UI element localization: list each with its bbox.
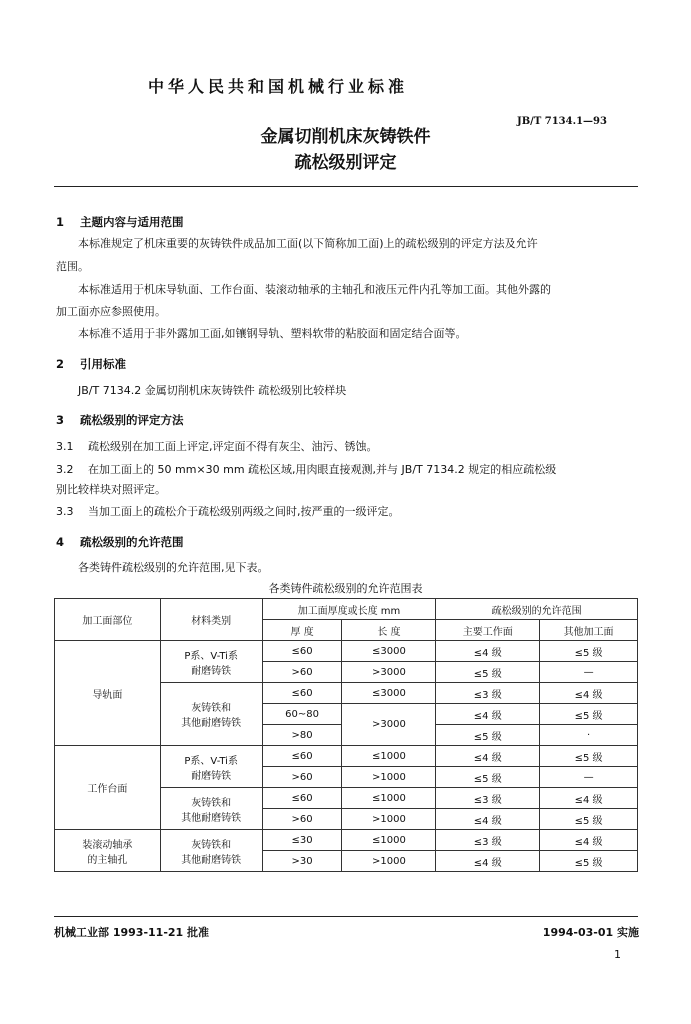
material-line: 灰铸铁和 [191,839,232,851]
header-cell: 长 度 [342,620,436,641]
table-cell: ≤3000 [342,683,436,704]
header-cell: 厚 度 [262,620,342,641]
material-line: P系、V-Ti系 [184,650,238,662]
material-line: 灰铸铁和 [191,797,232,809]
table-cell: · [540,725,638,746]
table-cell: ≤4 级 [436,746,540,767]
table-cell: ≤60 [262,788,342,809]
material-cell [160,788,262,830]
table-intro: 各类铸件疏松级别的允许范围,见下表。 [78,561,269,574]
section-number: 3 [56,413,65,427]
document-title-line1: 金属切削机床灰铸铁件 [260,127,431,147]
table-cell: ≤4 级 [436,641,540,662]
material-line: 耐磨铸铁 [191,770,232,782]
table-caption: 各类铸件疏松级别的允许范围表 [268,582,423,595]
table-cell: ≤5 级 [540,851,638,872]
table-cell: >30 [262,851,342,872]
table-cell: >80 [262,725,342,746]
table-cell: ≤60 [262,683,342,704]
clause-text: 在加工面上的 50 mm×30 mm 疏松区域,用肉眼直接观测,并与 JB/T 7134.2 规定的相应疏松级 [88,463,557,476]
table-cell: ≤1000 [342,788,436,809]
section-4-heading [56,534,184,550]
material-line: 灰铸铁和 [191,703,232,714]
table-cell: ≤3000 [342,641,436,662]
table-cell: >3000 [342,662,436,683]
table-cell: ≤1000 [342,746,436,767]
section-number: 2 [56,357,65,371]
table-cell: >3000 [342,704,436,746]
section-number: 4 [56,535,65,549]
page-number: 1 [614,948,621,961]
row-group-label [55,830,161,872]
table-cell: ≤5 级 [540,746,638,767]
footer-divider [54,916,638,917]
material-cell [160,746,262,788]
material-line: 其他耐磨铸铁 [181,854,242,866]
table-cell: 60~80 [262,704,342,725]
section-title: 主题内容与适用范围 [80,215,184,229]
section-number: 1 [56,215,65,229]
material-cell [160,683,262,746]
paragraph-continued: 加工面亦应参照使用。 [56,305,166,318]
table-cell: — [540,662,638,683]
group-line: 装滚动轴承 [82,839,133,851]
row-group-label: 工作台面 [55,746,161,830]
row-group-label: 导轨面 [55,641,161,746]
issuing-organization: 中华人民共和国机械行业标准 [148,77,409,96]
header-divider [54,186,638,187]
material-cell [160,830,262,872]
approval-note: 机械工业部 1993-11-21 批准 [54,926,210,939]
table-cell: >1000 [342,851,436,872]
header-cell: 主要工作面 [436,620,540,641]
table-cell: >1000 [342,809,436,830]
table-cell: ≤60 [262,746,342,767]
section-title: 疏松级别的允许范围 [80,535,184,549]
material-line: 其他耐磨铸铁 [181,812,242,824]
section-2-heading [56,356,126,372]
table-cell: ≤5 级 [436,725,540,746]
table-cell: ≤4 级 [436,704,540,725]
section-3-heading [56,412,184,428]
standard-code: JB/T 7134.1—93 [517,116,607,127]
table-cell: ≤5 级 [436,767,540,788]
table-cell: ≤5 级 [540,704,638,725]
table-cell: ≤3 级 [436,683,540,704]
header-cell: 材料类别 [160,599,262,641]
table-cell: — [540,767,638,788]
table-cell: ≤4 级 [540,830,638,851]
table-cell: ≤60 [262,641,342,662]
clause-number: 3.2 [56,463,74,476]
header-cell: 疏松级别的允许范围 [436,599,638,620]
clause-3-1 [56,435,378,458]
paragraph: 本标准适用于机床导轨面、工作台面、装滚动轴承的主轴孔和液压元件内孔等加工面。其他外露的 [78,283,551,296]
header-cell: 其他加工面 [540,620,638,641]
paragraph: 本标准不适用于非外露加工面,如镶钢导轨、塑料软带的粘胶面和固定结合面等。 [78,327,467,340]
clause-continued: 别比较样块对照评定。 [56,483,166,496]
paragraph-continued: 范围。 [56,260,89,273]
material-line: 其他耐磨铸铁 [181,718,242,729]
table-cell: ≤3 级 [436,830,540,851]
table-cell: >60 [262,809,342,830]
clause-3-3 [56,500,400,523]
header-cell: 加工面厚度或长度 mm [262,599,436,620]
reference-entry: JB/T 7134.2 金属切削机床灰铸铁件 疏松级别比较样块 [78,384,347,397]
document-title-line2: 疏松级别评定 [294,153,397,173]
table-cell: ≤5 级 [436,662,540,683]
material-cell [160,641,262,683]
table-cell: >60 [262,767,342,788]
table-cell: >60 [262,662,342,683]
table-cell: ≤30 [262,830,342,851]
header-cell: 加工面部位 [55,599,161,641]
group-line: 的主轴孔 [87,854,128,866]
section-1-heading [56,214,184,230]
material-line: P系、V-Ti系 [184,755,238,767]
porosity-grade-table [54,598,638,872]
clause-text: 疏松级别在加工面上评定,评定面不得有灰尘、油污、锈蚀。 [88,440,378,453]
table-cell: ≤5 级 [540,809,638,830]
effective-date: 1994-03-01 实施 [542,926,639,939]
table-cell: ≤4 级 [540,683,638,704]
paragraph: 本标准规定了机床重要的灰铸铁件成品加工面(以下简称加工面)上的疏松级别的评定方法及允许 [78,237,538,250]
table-cell: ≤3 级 [436,788,540,809]
table-cell: ≤1000 [342,830,436,851]
section-title: 疏松级别的评定方法 [80,413,184,427]
clause-number: 3.3 [56,505,74,518]
table-cell: ≤4 级 [540,788,638,809]
table-cell: ≤4 级 [436,851,540,872]
material-line: 耐磨铸铁 [191,665,232,677]
clause-number: 3.1 [56,440,74,453]
table-cell: ≤4 级 [436,809,540,830]
table-cell: ≤5 级 [540,641,638,662]
section-title: 引用标准 [80,357,126,371]
clause-text: 当加工面上的疏松介于疏松级别两级之间时,按严重的一级评定。 [88,505,400,518]
table-cell: >1000 [342,767,436,788]
